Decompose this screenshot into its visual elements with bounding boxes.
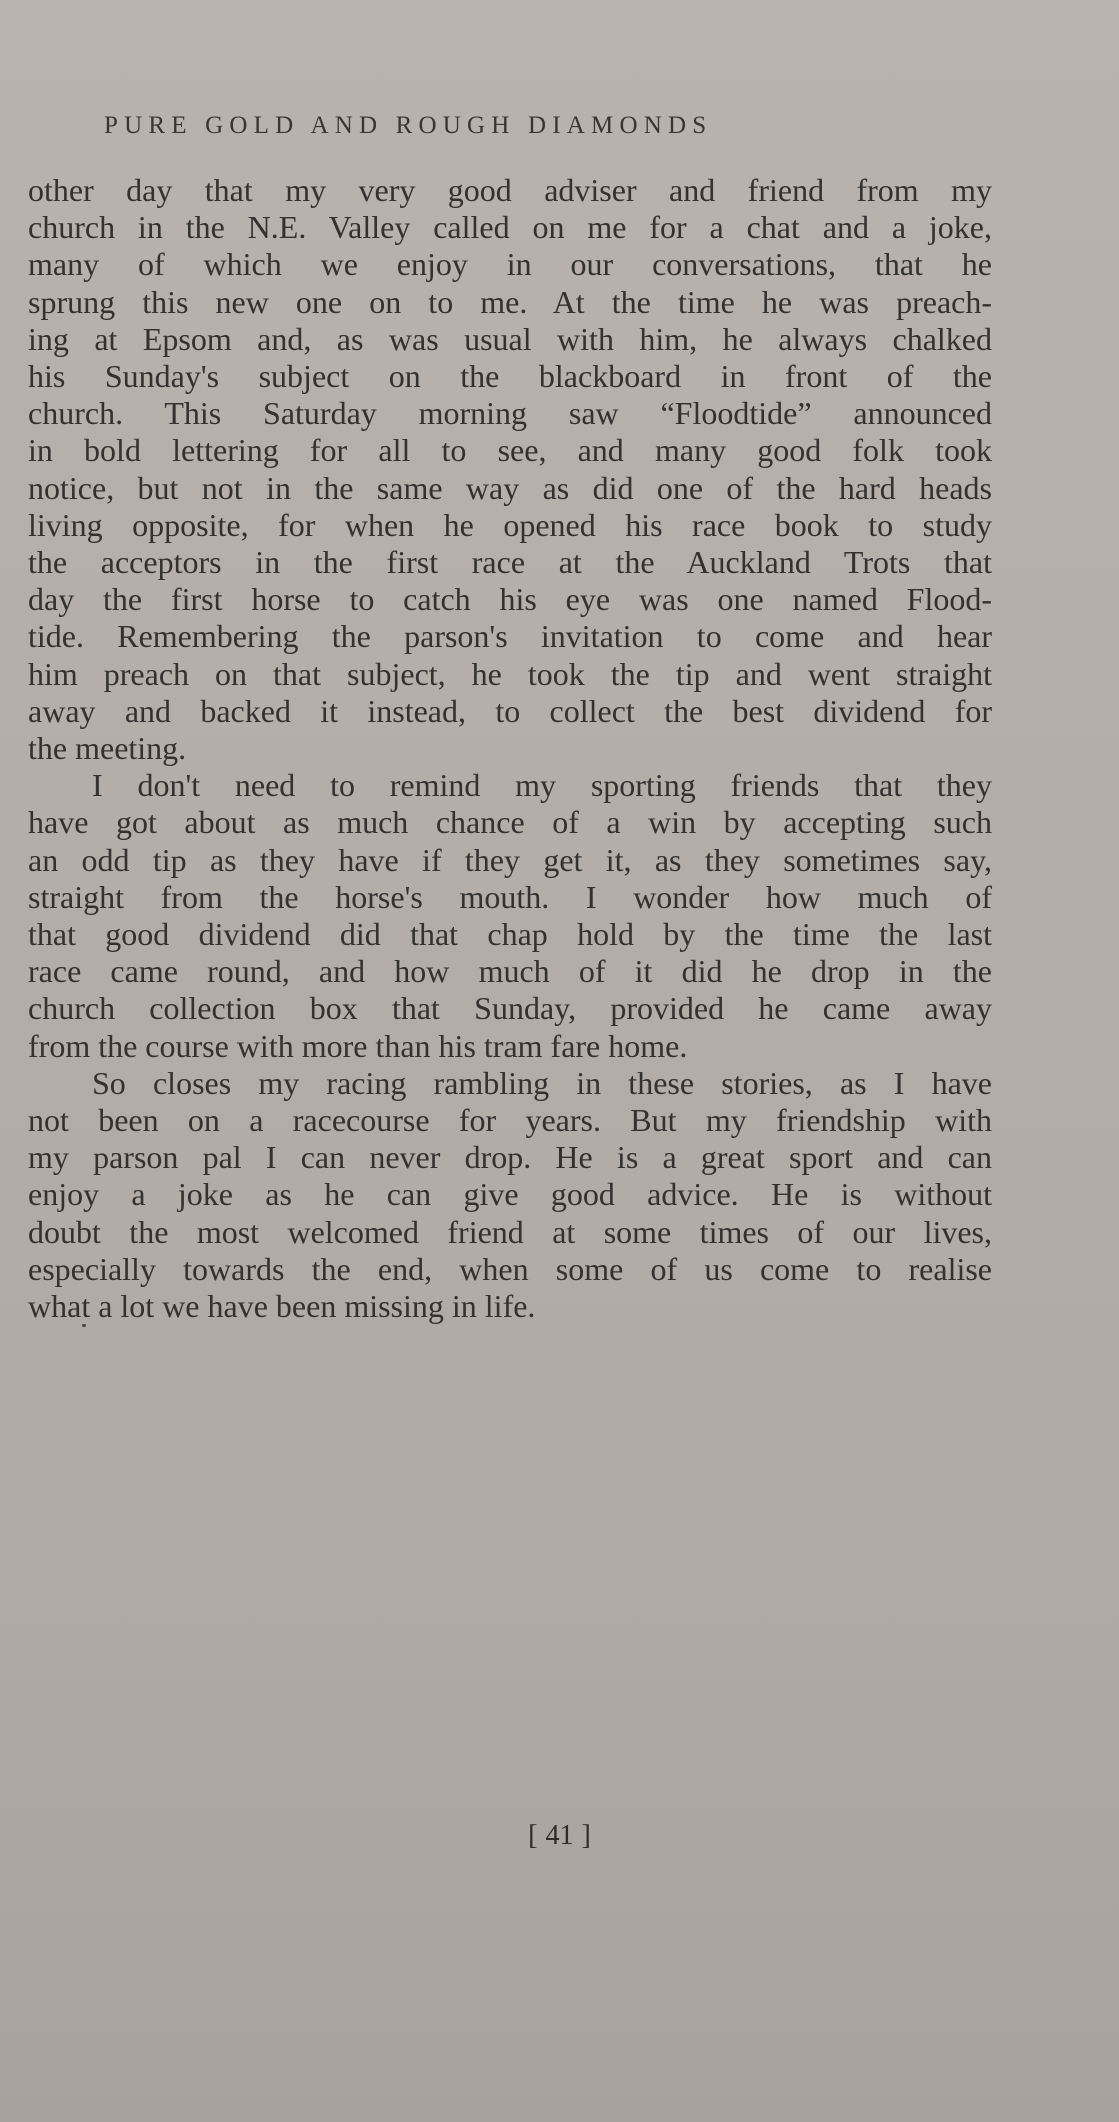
- folio-close-bracket: ]: [581, 1820, 591, 1851]
- text-line: especially towards the end, when some of us come to realise: [28, 1250, 992, 1287]
- text-line: other day that my very good adviser and friend from my: [28, 172, 992, 208]
- ink-speck: [82, 1324, 86, 1327]
- text-line: have got about as much chance of a win by accepting such: [28, 804, 992, 841]
- text-line: notice, but not in the same way as did one of the hard heads: [28, 469, 992, 506]
- text-line: straight from the horse's mouth. I wonder how much of: [28, 878, 992, 915]
- text-line: doubt the most welcomed friend at some times of our lives,: [28, 1213, 992, 1250]
- text-line: I don't need to remind my sporting friends that they: [92, 767, 992, 804]
- page-number: [0, 1820, 1119, 1852]
- paragraph-3: [28, 1065, 992, 1325]
- text-line: ing at Epsom and, as was usual with him, he always chalked: [28, 320, 992, 357]
- text-line: my parson pal I can never drop. He is a great sport and can: [28, 1139, 992, 1176]
- paragraph-2: [28, 767, 992, 1065]
- text-line: him preach on that subject, he took the tip and went straight: [28, 655, 992, 692]
- body-text: [28, 172, 992, 1325]
- text-line: an odd tip as they have if they get it, as they sometimes say,: [28, 841, 992, 878]
- text-line: sprung this new one on to me. At the time he was preach-: [28, 283, 992, 320]
- text-line: his Sunday's subject on the blackboard in front of the: [28, 358, 992, 395]
- text-line: day the first horse to catch his eye was one named Flood-: [28, 581, 992, 618]
- text-line: away and backed it instead, to collect the best dividend for: [28, 692, 992, 729]
- folio-number: 41: [545, 1820, 574, 1851]
- text-line: church. This Saturday morning saw “Floodtide” announced: [28, 395, 992, 432]
- text-line: race came round, and how much of it did he drop in the: [28, 953, 992, 990]
- text-line: in bold lettering for all to see, and many good folk took: [28, 432, 992, 469]
- text-line: from the course with more than his tram fare home.: [28, 1027, 688, 1064]
- text-line: not been on a racecourse for years. But my friendship with: [28, 1102, 992, 1139]
- text-line: So closes my racing rambling in these stories, as I have: [92, 1064, 992, 1101]
- running-head: PURE GOLD AND ROUGH DIAMONDS: [104, 112, 713, 139]
- text-line: many of which we enjoy in our conversations, that he: [28, 246, 992, 283]
- text-line: the meeting.: [28, 730, 187, 767]
- text-line: tide. Remembering the parson's invitation to come and hear: [28, 618, 992, 655]
- text-line: the acceptors in the first race at the Auckland Trots that: [28, 544, 992, 581]
- text-line: that good dividend did that chap hold by the time the last: [28, 916, 992, 953]
- text-line: living opposite, for when he opened his race book to study: [28, 506, 992, 543]
- text-line: church collection box that Sunday, provided he came away: [28, 990, 992, 1027]
- paragraph-1: [28, 172, 992, 767]
- text-line: what a lot we have been missing in life.: [28, 1288, 536, 1325]
- folio-open-bracket: [: [528, 1820, 538, 1851]
- text-line: enjoy a joke as he can give good advice. He is without: [28, 1176, 992, 1213]
- text-line: church in the N.E. Valley called on me for a chat and a joke,: [28, 209, 992, 246]
